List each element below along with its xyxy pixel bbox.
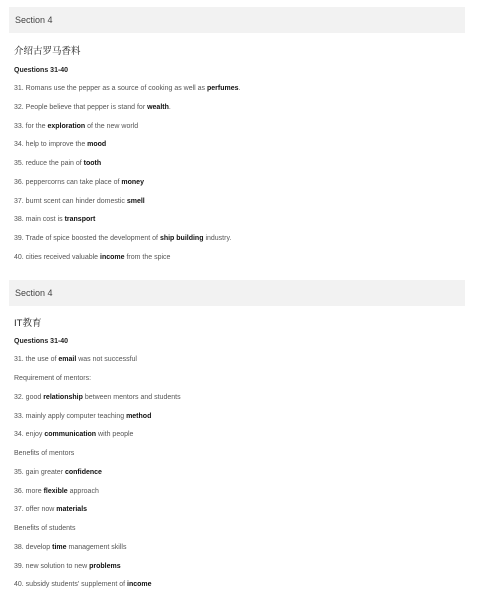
question-line [14,216,95,223]
question-line [14,198,145,205]
line-text-after: between mentors and students [82,394,181,401]
answer-keyword: smell [126,198,145,205]
answer-keyword: income [100,254,125,261]
answer-keyword: materials [56,506,88,513]
questions-heading: Questions 31-40 [14,338,69,345]
answer-keyword: transport [64,216,96,223]
question-line [14,469,102,476]
questions-heading: Questions 31-40 [14,67,69,74]
line-text: 31. Romans use the pepper as a source of cooking as well as [14,85,207,92]
line-text: Benefits of students [14,525,76,532]
line-text: 33. mainly apply computer teaching [14,413,127,420]
line-text: 32. People believe that pepper is stand for [14,104,148,111]
answer-keyword: perfumes [207,85,239,92]
line-text: 38. main cost is [14,216,65,223]
answer-keyword: mood [87,141,107,148]
subheading-line [14,375,91,382]
question-line [14,356,137,363]
line-text-after: management skills [66,544,127,551]
line-text-after: industry. [203,235,232,242]
line-text: 36. peppercorns can take place of [14,179,122,186]
question-line [14,544,126,551]
line-text-after: from the spice [124,254,171,261]
line-text-after: . [238,85,241,92]
section-title: 介绍古罗马香料 [14,46,81,57]
question-line [14,254,170,261]
line-text-after: approach [67,488,99,495]
line-text: 34. help to improve the [14,141,88,148]
answer-keyword: communication [44,431,97,438]
section-header [9,280,465,306]
line-text: 40. subsidy students' supplement of [14,581,128,588]
line-text: 33. for the [14,123,48,130]
question-line [14,85,240,92]
question-line [14,104,171,111]
answer-keyword: income [127,581,152,588]
subheading-line [14,450,74,457]
line-text: 35. reduce the pain of [14,160,84,167]
line-text: 36. more [14,488,44,495]
line-text: 40. cities received valuable [14,254,100,261]
section-header [9,7,465,33]
line-text: 39. new solution to new [14,563,90,570]
answer-keyword: problems [89,563,121,570]
answer-keyword: money [121,179,144,186]
answer-keyword: email [58,356,77,363]
line-text: Benefits of mentors [14,450,75,457]
line-text-after: . [168,104,171,111]
question-line [14,488,99,495]
answer-keyword: time [52,544,67,551]
answer-keyword: tooth [83,160,102,167]
answer-keyword: exploration [47,123,86,130]
answer-keyword: confidence [64,469,102,476]
answer-keyword: relationship [43,394,83,401]
question-line [14,581,152,588]
question-line [14,179,144,186]
answer-keyword: wealth [147,104,169,111]
line-text-after: was not successful [76,356,137,363]
section-title: IT教育 [14,318,42,329]
question-line [14,563,121,570]
line-text: 37. burnt scent can hinder domestic [14,198,127,205]
question-line [14,160,101,167]
subheading-line [14,525,75,532]
answer-keyword: ship building [159,235,204,242]
question-line [14,506,87,513]
question-line [14,431,133,438]
line-text: 31. the use of [14,356,59,363]
line-text: 39. Trade of spice boosted the development of [14,235,160,242]
line-text: 37. offer now [14,506,57,513]
section-label: Section 4 [15,288,53,298]
question-line [14,394,181,401]
line-text: 32. good [14,394,44,401]
line-text: Requirement of mentors: [14,375,92,382]
answer-keyword: method [126,413,152,420]
question-line [14,413,151,420]
line-text: 38. develop [14,544,53,551]
question-line [14,235,231,242]
line-text-after: of the new world [85,123,139,130]
section-label: Section 4 [15,15,53,25]
question-line [14,123,138,130]
line-text-after: with people [96,431,134,438]
answer-keyword: flexible [43,488,68,495]
line-text: 35. gain greater [14,469,65,476]
line-text: 34. enjoy [14,431,45,438]
question-line [14,141,106,148]
